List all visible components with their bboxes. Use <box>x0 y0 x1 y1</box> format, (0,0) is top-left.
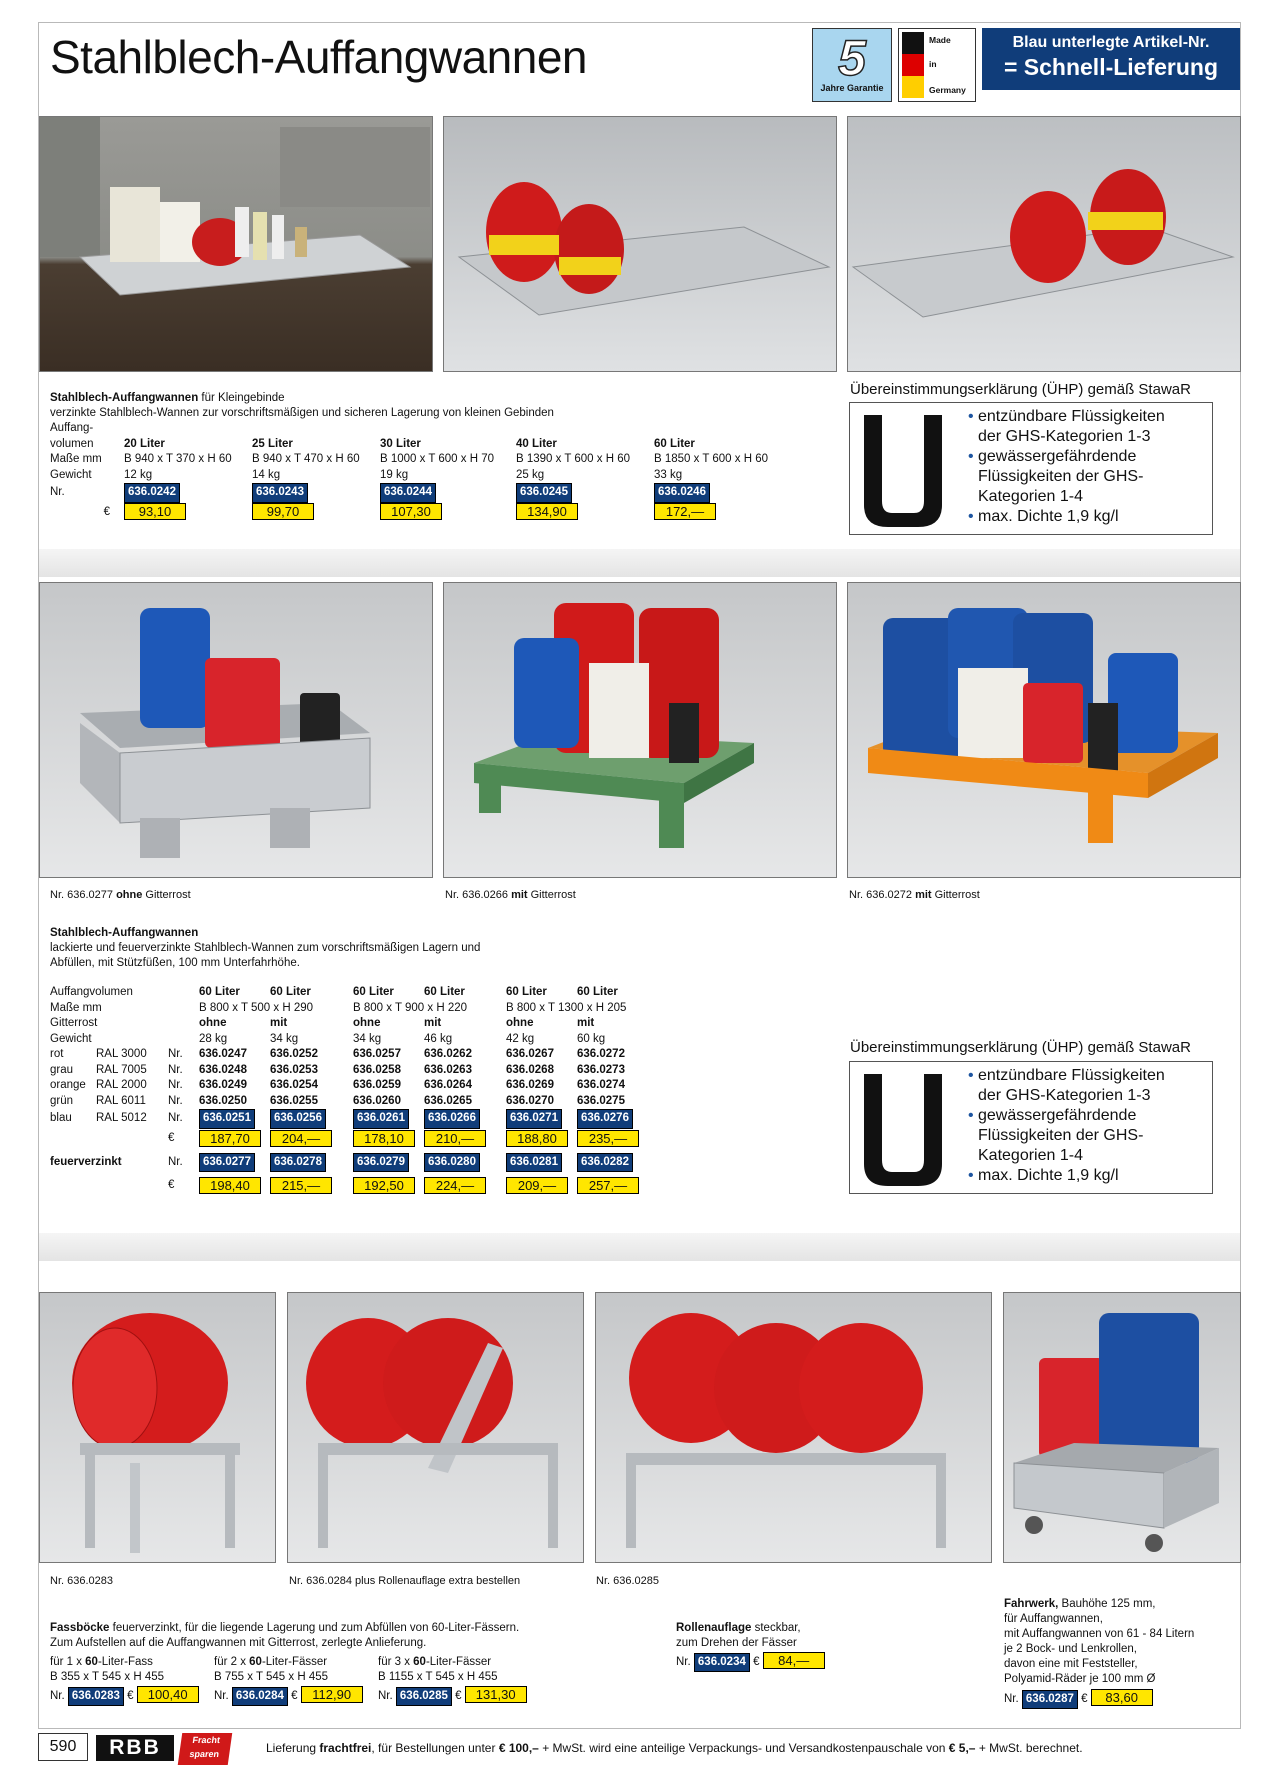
fassboecke-desc: Zum Aufstellen auf die Auffangwannen mit Gitterrost, zerlegte Anlieferung. <box>50 1637 427 1649</box>
color-row-orange: orange RAL 2000 Nr. 636.0249 636.0254 636.0259 636.0264 636.0269 636.0274 <box>50 1079 625 1091</box>
made-label: Made <box>929 35 951 45</box>
article-number[interactable]: 636.0266 <box>424 1109 480 1129</box>
price-tag: 178,10 <box>353 1130 415 1147</box>
article-number[interactable]: 636.0244 <box>380 483 436 503</box>
sec2-table: Auffangvolumen 60 Liter 60 Liter 60 Liter 60 Liter 60 Liter 60 Liter Maße mm B 800 x T 500 x H 290 B 800 x T 900 x H 220 B 800 x T 1300 x H 205 Gitterrost ohne mit ohne mit ohne mit Gewicht 28 kg 34 kg 34 kg 46 kg 42 kg 60 kg rot RAL 3000 Nr. 636.0247 636.0252 636.0257 636.0262 636.0267 636.0272 grau RAL 7005 Nr. 636.0248 636.0253 636.0258 636.0263 636.0268 636.0273 orange RAL 2000 Nr. 636.0249 636.0254 636.0259 636.0264 636.0269 636.0274 grün RAL 6011 Nr. 636.0250 636.0255 636.0260 636.0265 636.0270 636.0275 blau RAL 5012 Nr. 636.0251 636.0256 636.0261 636.0266 636.0271 636.0276 € 187,70 204,— 178,10 210,— 188,80 235,— feuerverzinkt Nr. 636.0277 636.0278 636.0279 636.0280 636.0281 636.0282 € 198,40 215,— 192,50 224,— 209,— 257,— <box>50 985 647 1197</box>
uhp-box <box>849 402 1213 535</box>
label-weight: Gewicht <box>50 468 92 481</box>
express-line1: Blau unterlegte Artikel-Nr. <box>1012 34 1210 51</box>
article-number[interactable]: 636.0284 <box>232 1687 288 1706</box>
uhp-list: • entzündbare Flüssigkeiten der GHS-Kategorien 1-3 • gewässergefährdende Flüssigkeiten der GHS- Kategorien 1-4 • max. Dichte 1,9 kg/l <box>968 407 1165 527</box>
price-tag: 172,— <box>654 503 716 520</box>
label-feuerverzinkt: feuerverzinkt <box>50 1155 122 1168</box>
footer-text: Lieferung frachtfrei, für Bestellungen unter € 100,– + MwSt. wird eine anteilige Verpackungs- und Versandkostenpauschale von € 5,– + MwSt. berechnet. <box>266 1741 1083 1755</box>
photo-galvanized-tray <box>39 582 433 878</box>
caption-636-0266: Nr. 636.0266 mit Gitterrost <box>445 889 576 901</box>
caption-636-0272: Nr. 636.0272 mit Gitterrost <box>849 889 980 901</box>
workbench-illustration <box>40 117 433 372</box>
green-tray-illustration <box>444 583 837 878</box>
price-tag: 209,— <box>506 1177 568 1194</box>
article-number[interactable]: 636.0251 <box>199 1109 255 1129</box>
price-tag: 215,— <box>270 1177 332 1194</box>
page-number: 590 <box>38 1733 88 1761</box>
caption-636-0285: Nr. 636.0285 <box>596 1575 659 1587</box>
price-tag: 100,40 <box>137 1686 199 1703</box>
galv-tray-illustration <box>40 583 433 878</box>
price-tag: 84,— <box>763 1652 825 1669</box>
article-number[interactable]: 636.0287 <box>1022 1690 1078 1709</box>
price-tag: 83,60 <box>1091 1689 1153 1706</box>
frachtsparen-stamp: Fracht sparen <box>178 1733 232 1765</box>
label-vol1: Auffang- <box>50 422 94 434</box>
rollenauflage: Rollenauflage steckbar, zum Drehen der Fässer Nr. 636.0234 € 84,— <box>676 1621 825 1672</box>
flag-red <box>902 54 924 76</box>
rbb-logo: RBB <box>96 1735 174 1761</box>
flag-gold <box>902 76 924 98</box>
article-number[interactable]: 636.0280 <box>424 1153 480 1173</box>
price-tag: 134,90 <box>516 503 578 520</box>
price-tag: 198,40 <box>199 1177 261 1194</box>
germany-label: Germany <box>929 85 966 95</box>
color-row-blau: blau RAL 5012 Nr. 636.0251 636.0256 636.0261 636.0266 636.0271 636.0276 <box>50 1109 647 1129</box>
trolley-illustration <box>1004 1293 1241 1563</box>
orange-tray-illustration <box>848 583 1241 878</box>
article-number[interactable]: 636.0277 <box>199 1153 255 1173</box>
guarantee-number: 5 <box>838 30 866 86</box>
drum-stand-3-illustration <box>596 1293 992 1563</box>
article-number[interactable]: 636.0245 <box>516 483 572 503</box>
article-number[interactable]: 636.0281 <box>506 1153 562 1173</box>
label-vol2: volumen <box>50 437 94 450</box>
color-row-rot: rot RAL 3000 Nr. 636.0247 636.0252 636.0257 636.0262 636.0267 636.0272 <box>50 1048 625 1060</box>
article-number[interactable]: 636.0285 <box>396 1687 452 1706</box>
article-number[interactable]: 636.0278 <box>270 1153 326 1173</box>
fassbock-1: für 1 x 60-Liter-Fass B 355 x T 545 x H 455 Nr. 636.0283 € 100,40 <box>50 1655 199 1706</box>
price-tag: 257,— <box>577 1177 639 1194</box>
price-tag: 112,90 <box>301 1686 363 1703</box>
photo-orange-tray <box>847 582 1241 878</box>
article-number[interactable]: 636.0282 <box>577 1153 633 1173</box>
color-row-gruen: grün RAL 6011 Nr. 636.0250 636.0255 636.0260 636.0265 636.0270 636.0275 <box>50 1094 625 1107</box>
sec2-desc1: lackierte und feuerverzinkte Stahlblech-Wannen zum vorschriftsmäßigen Lagern und <box>50 942 481 954</box>
caption-636-0283: Nr. 636.0283 <box>50 1575 113 1587</box>
uhp-box-2 <box>849 1061 1213 1194</box>
express-delivery-box <box>982 28 1240 90</box>
uhp-list-2: • entzündbare Flüssigkeiten der GHS-Kategorien 1-3 • gewässergefährdende Flüssigkeiten der GHS- Kategorien 1-4 • max. Dichte 1,9 kg/l <box>968 1066 1165 1186</box>
price-tag: 210,— <box>424 1130 486 1147</box>
photo-workbench-tray <box>39 116 433 372</box>
article-number[interactable]: 636.0246 <box>654 483 710 503</box>
tray-cans-illustration <box>444 117 837 372</box>
article-number[interactable]: 636.0279 <box>353 1153 409 1173</box>
price-tag: 224,— <box>424 1177 486 1194</box>
article-number[interactable]: 636.0256 <box>270 1109 326 1129</box>
price-tag: 93,10 <box>124 503 186 520</box>
long-tray-illustration <box>848 117 1241 372</box>
price-tag: 99,70 <box>252 503 314 520</box>
article-number[interactable]: 636.0283 <box>68 1687 124 1706</box>
fassboecke-title: Fassböcke feuerverzinkt, für die liegende Lagerung und zum Abfüllen von 60-Liter-Fässern. <box>50 1622 520 1634</box>
section-divider-2 <box>39 1233 1240 1261</box>
label-auffangvolumen: Auffangvolumen <box>50 986 133 998</box>
label-euro: € <box>103 505 110 518</box>
color-row-grau: grau RAL 7005 Nr. 636.0248 636.0253 636.0258 636.0263 636.0268 636.0273 <box>50 1063 625 1076</box>
sec1-table: Auffang- volumen 20 Liter 25 Liter 30 Liter 40 Liter 60 Liter Maße mm B 940 x T 370 x H 60 B 940 x T 470 x H 60 B 1000 x T 600 x H 70 B 1390 x T 600 x H 60 B 1850 x T 600 x H 60 Gewicht 12 kg 14 kg 19 kg 25 kg 33 kg Nr. 636.0242 636.0243 636.0244 636.0245 636.0246 € 93,10 99,70 107,30 134,90 172,— <box>50 421 768 523</box>
article-number[interactable]: 636.0271 <box>506 1109 562 1129</box>
drum-stand-1-illustration <box>40 1293 276 1563</box>
in-label: in <box>929 59 937 69</box>
fassbock-3: für 3 x 60-Liter-Fässer B 1155 x T 545 x H 455 Nr. 636.0285 € 131,30 <box>378 1655 527 1706</box>
price-tag: 187,70 <box>199 1130 261 1147</box>
photo-drum-stand-2 <box>287 1292 584 1563</box>
made-in-germany-badge <box>898 28 976 102</box>
sec2-title: Stahlblech-Auffangwannen <box>50 927 199 939</box>
sec1-title: Stahlblech-Auffangwannen für Kleingebinde <box>50 392 285 404</box>
uhp-title: Übereinstimmungserklärung (ÜHP) gemäß StawaR <box>850 381 1191 398</box>
article-number[interactable]: 636.0243 <box>252 483 308 503</box>
article-number[interactable]: 636.0234 <box>694 1653 750 1672</box>
u-symbol-icon <box>856 409 952 529</box>
sec2-desc2: Abfüllen, mit Stützfüßen, 100 mm Unterfahrhöhe. <box>50 957 300 969</box>
photo-long-tray-two-cans <box>847 116 1241 372</box>
sec1-desc: verzinkte Stahlblech-Wannen zur vorschriftsmäßigen und sicheren Lagerung von kleinen Gebinden <box>50 407 554 419</box>
page-title: Stahlblech-Auffangwannen <box>50 31 588 83</box>
flag-black <box>902 32 924 54</box>
uhp-title-2: Übereinstimmungserklärung (ÜHP) gemäß StawaR <box>850 1039 1191 1056</box>
photo-green-tray <box>443 582 837 878</box>
price-tag: 107,30 <box>380 503 442 520</box>
fahrwerk: Fahrwerk, Bauhöhe 125 mm, für Auffangwannen, mit Auffangwannen von 61 - 84 Litern je 2 Bock- und Lenkrollen, davon eine mit Feststeller, Polyamid-Räder je 100 mm Ø Nr. 636.0287 € 83,60 <box>1004 1597 1194 1709</box>
photo-drum-stand-1 <box>39 1292 276 1563</box>
photo-drum-stand-3 <box>595 1292 992 1563</box>
photo-trolley <box>1003 1292 1241 1563</box>
label-mass: Maße mm <box>50 453 102 465</box>
footer <box>38 1733 1241 1773</box>
guarantee-text: Jahre Garantie <box>820 83 884 93</box>
article-number[interactable]: 636.0276 <box>577 1109 633 1129</box>
photo-tray-two-cans <box>443 116 837 372</box>
caption-636-0277: Nr. 636.0277 ohne Gitterrost <box>50 889 191 901</box>
express-line2: = Schnell-Lieferung <box>1003 54 1219 80</box>
u-symbol-icon <box>856 1068 952 1188</box>
label-nr: Nr. <box>50 486 65 498</box>
fassbock-2: für 2 x 60-Liter-Fässer B 755 x T 545 x H 455 Nr. 636.0284 € 112,90 <box>214 1655 363 1706</box>
drum-stand-2-illustration <box>288 1293 584 1563</box>
article-number[interactable]: 636.0261 <box>353 1109 409 1129</box>
guarantee-badge <box>812 28 892 102</box>
article-number[interactable]: 636.0242 <box>124 483 180 503</box>
section-divider <box>39 549 1240 577</box>
price-tag: 188,80 <box>506 1130 568 1147</box>
price-tag: 204,— <box>270 1130 332 1147</box>
price-tag: 235,— <box>577 1130 639 1147</box>
price-tag: 192,50 <box>353 1177 415 1194</box>
price-tag: 131,30 <box>465 1686 527 1703</box>
caption-636-0284: Nr. 636.0284 plus Rollenauflage extra bestellen <box>289 1575 521 1587</box>
